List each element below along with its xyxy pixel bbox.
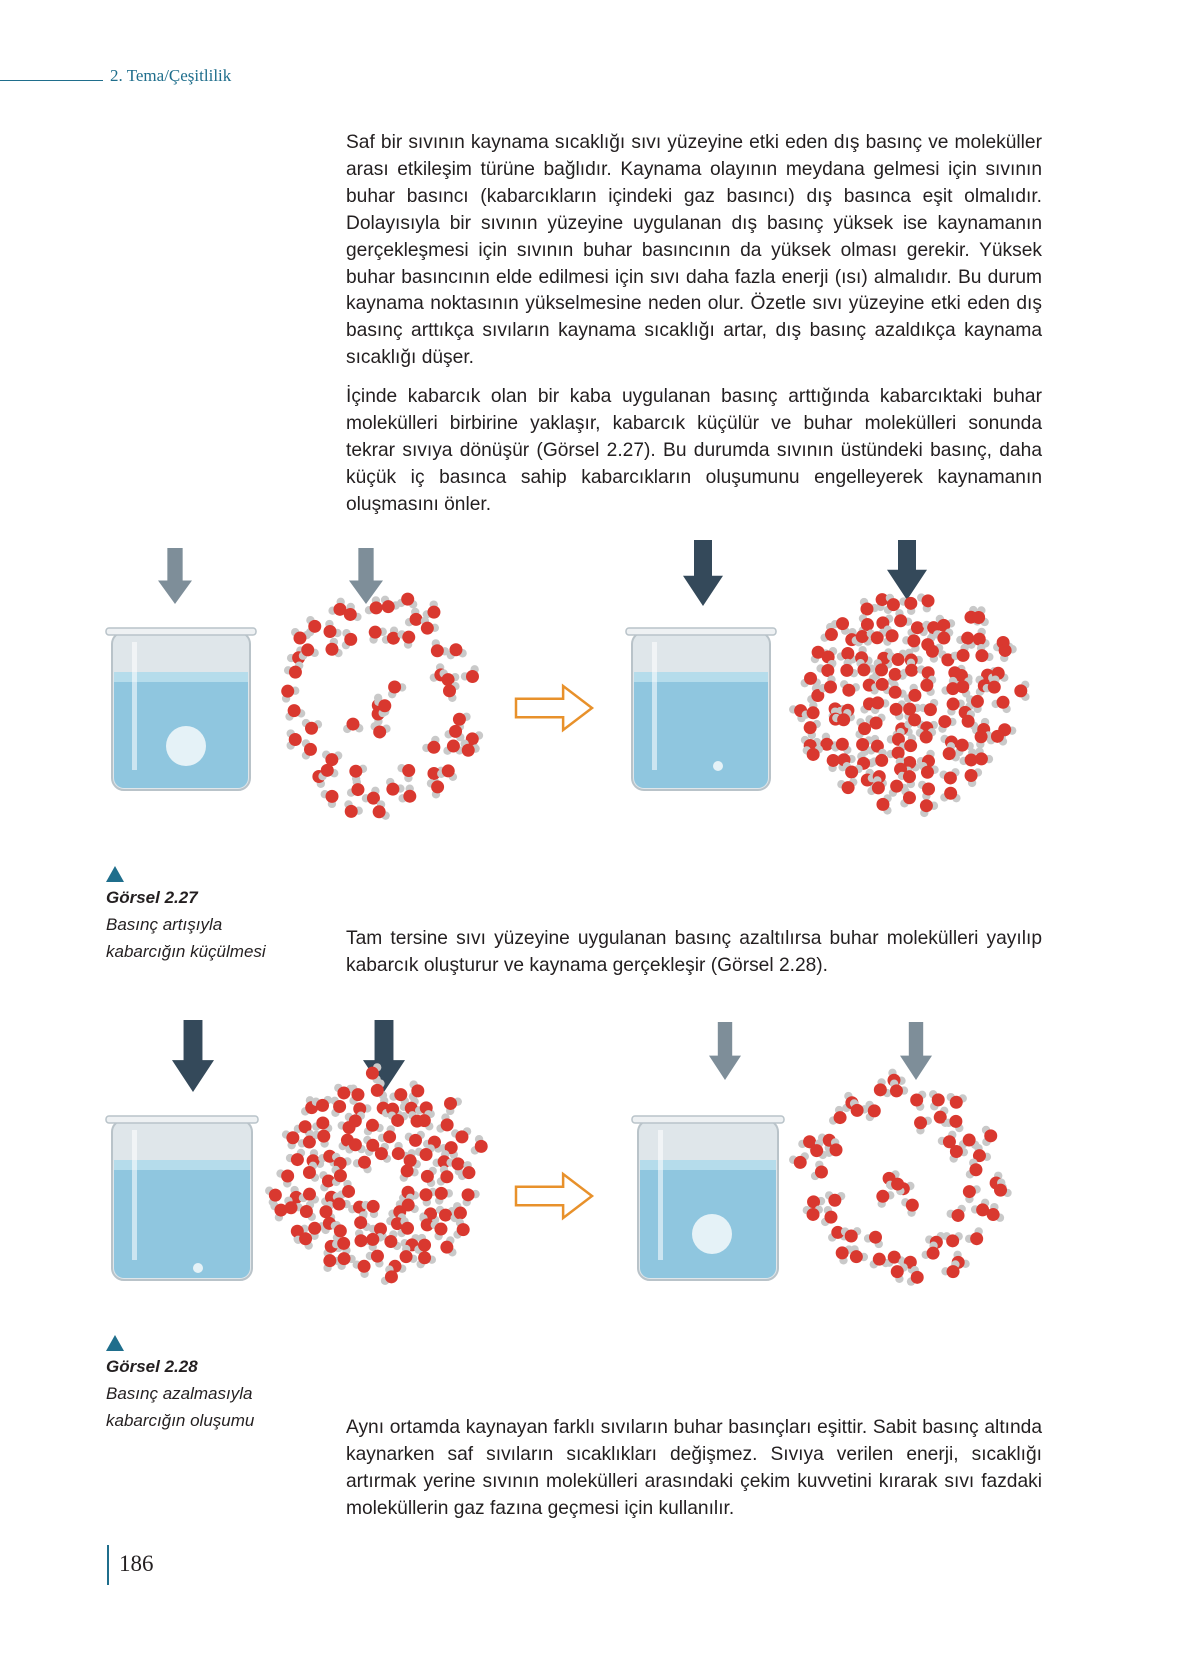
caption-marker-icon (106, 866, 124, 882)
caption-figure-2-28 (106, 1335, 254, 1434)
caption-marker-icon (106, 1335, 124, 1351)
pressure-arrow-icon (900, 1022, 932, 1080)
page-number: 186 (119, 1551, 154, 1576)
pressure-arrow-icon (349, 548, 383, 604)
bubble-icon (692, 1214, 732, 1254)
beaker-icon (106, 1116, 258, 1280)
caption-line: kabarcığın küçülmesi (106, 942, 266, 961)
transition-arrow-icon (516, 686, 592, 730)
pressure-arrow-icon (158, 548, 192, 604)
paragraph-pressure-decrease: Tam tersine sıvı yüzeyine uygulanan basınç azaltılırsa buhar molekülleri yayılıp kabarcık oluşturur ve kaynama gerçekleşir (Görsel 2.28). (346, 928, 1042, 976)
pressure-arrow-icon (683, 540, 723, 606)
bubble-icon (166, 726, 206, 766)
paragraph-boiling-point: Saf bir sıvının kaynama sıcaklığı sıvı yüzeyine etki eden dış basınç ve moleküller arası etkileşim türüne bağlıdır. Kaynama olayının meydana gelmesi için sıvının buhar basıncı (kabarcıkların içindeki gaz basıncı) dış basınca eşit olmalıdır. Dolayısıyla bir sıvının yüzeyine uygulanan dış basınç yüksek ise kaynamanın gerçekleşmesi için sıvının buhar basıncının da yüksek olması gerekir. Yüksek buhar basıncının elde edilmesi için sıvı daha fazla enerji (ısı) almalıdır. Bu durum kaynama noktasının yükselmesine neden olur. Özetle sıvı yüzeyine etki eden dış basınç arttıkça sıvıların kaynama sıcaklığı artar, dış basınç azaldıkça kaynama sıcaklığı düşer. (346, 132, 1042, 369)
molecule-cluster (281, 593, 483, 820)
bubble-icon (193, 1263, 203, 1273)
beaker-icon (106, 628, 256, 790)
pressure-arrow-icon (172, 1020, 214, 1092)
transition-arrow-icon (516, 1174, 592, 1218)
bubble-icon (713, 761, 723, 771)
caption-line: kabarcığın oluşumu (106, 1411, 255, 1430)
caption-line: Basınç azalmasıyla (106, 1384, 253, 1403)
caption-line: Basınç artışıyla (106, 915, 223, 934)
paragraph-same-vapor-pressure: Aynı ortamda kaynayan farklı sıvıların buhar basınçları eşittir. Sabit basınç altında kaynarken saf sıvıların sıcaklıkları değişmez. Sıvıya verilen enerji, sıcaklığı artırmak yerine sıvının molekülleri arasındaki çekim kuvvetini kırarak sıvı fazdaki moleküllerin gaz fazına geçmesi için kullanılır. (346, 1417, 1042, 1519)
pressure-arrow-icon (363, 1020, 405, 1092)
pressure-arrow-icon (887, 540, 927, 600)
figure-2-27 (0, 540, 1187, 870)
molecule-cluster (265, 1063, 488, 1285)
caption-figure-2-27 (106, 866, 266, 965)
figure-2-28 (0, 1020, 1187, 1350)
caption-title: Görsel 2.27 (106, 888, 198, 907)
chapter-header: 2. Tema/Çeşitlilik (110, 66, 232, 85)
footer-rule (107, 1545, 109, 1585)
molecule-cluster (789, 593, 1030, 817)
header-rule (0, 80, 103, 81)
caption-title: Görsel 2.28 (106, 1357, 198, 1376)
beaker-icon (632, 1116, 784, 1280)
pressure-arrow-icon (709, 1022, 741, 1080)
molecule-cluster (789, 1069, 1012, 1286)
paragraph-pressure-increase: İçinde kabarcık olan bir kaba uygulanan basınç arttığında kabarcıktaki buhar molekülleri birbirine yaklaşır, kabarcık küçülür ve buhar molekülleri sonunda tekrar sıvıya dönüşür (Görsel 2.27). Bu durumda sıvının üstündeki basınç, daha küçük iç basınca sahip kabarcıkların oluşumunu engelleyerek kaynamanın oluşmasını önler. (346, 386, 1042, 515)
beaker-icon (626, 628, 776, 790)
